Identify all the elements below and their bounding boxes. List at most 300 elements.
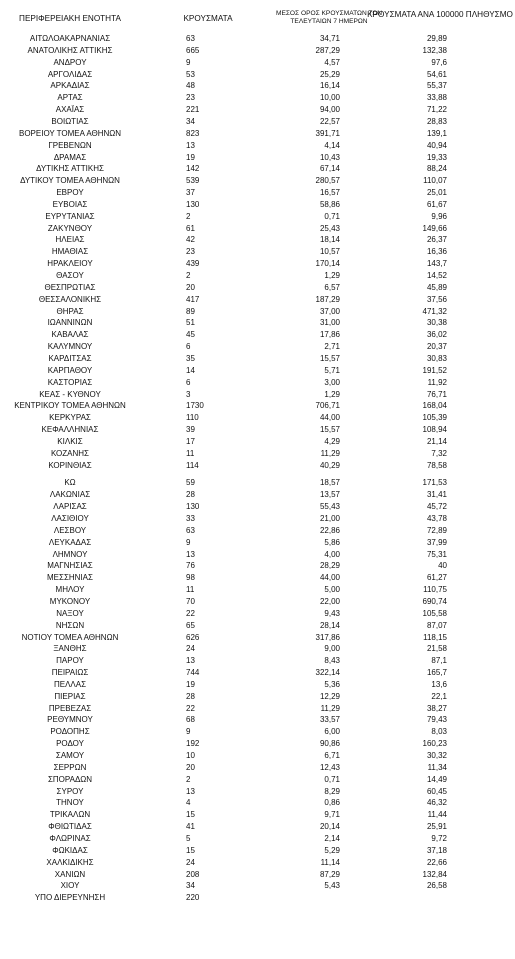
cell-region: ΛΕΣΒΟΥ <box>53 525 87 535</box>
cell-per100k: 690,74 <box>422 596 447 606</box>
cell-per100k: 75,31 <box>426 549 447 559</box>
cell-avg7: 33,57 <box>319 715 340 725</box>
cell-per100k: 37,99 <box>426 537 447 547</box>
cell-cases: 417 <box>186 294 200 304</box>
cell-cases: 9 <box>186 727 191 737</box>
cell-region: ΣΠΟΡΑΔΩΝ <box>47 774 93 784</box>
cell-region: ΚΕΑΣ - ΚΥΘΝΟΥ <box>39 389 101 399</box>
cell-avg7: 40,29 <box>319 460 340 470</box>
cell-avg7: 317,86 <box>315 632 340 642</box>
cell-per100k: 110,07 <box>423 176 447 186</box>
cell-region: ΦΘΙΩΤΙΔΑΣ <box>48 822 92 832</box>
cell-region: ΠΕΛΛΑΣ <box>53 679 87 689</box>
cell-per100k: 25,01 <box>426 188 447 198</box>
table-row <box>0 857 485 868</box>
table-row <box>0 572 485 583</box>
cell-avg7: 94,00 <box>319 105 340 115</box>
table-row <box>0 655 485 666</box>
cell-per100k: 168,04 <box>422 401 447 411</box>
cell-per100k: 46,32 <box>426 798 447 808</box>
cell-region: ΝΗΣΩΝ <box>55 620 85 630</box>
table-row <box>0 223 485 234</box>
cell-region: ΕΥΡΥΤΑΝΙΑΣ <box>45 211 95 221</box>
cell-per100k: 45,89 <box>426 282 447 292</box>
cell-avg7: 87,29 <box>319 869 340 879</box>
cell-per100k: 108,94 <box>422 425 447 435</box>
table-row <box>0 632 485 643</box>
table-row <box>0 377 485 388</box>
cell-avg7: 1,29 <box>324 389 340 399</box>
cell-avg7: 31,00 <box>319 318 340 328</box>
cell-region: ΣΕΡΡΩΝ <box>53 762 87 772</box>
cell-avg7: 22,57 <box>319 116 340 126</box>
cell-per100k: 76,71 <box>426 389 447 399</box>
cell-avg7: 37,00 <box>319 306 340 316</box>
cell-region: ΦΛΩΡΙΝΑΣ <box>49 833 91 843</box>
table-row <box>0 584 485 595</box>
cell-cases: 39 <box>186 425 195 435</box>
cell-per100k: 61,27 <box>426 573 447 583</box>
table-row <box>0 175 485 186</box>
cell-cases: 221 <box>186 105 200 115</box>
cell-region: ΚΟΡΙΝΘΙΑΣ <box>48 460 92 470</box>
cell-avg7: 15,57 <box>319 353 340 363</box>
cell-cases: 130 <box>186 502 200 512</box>
table-row <box>0 821 485 832</box>
cell-region: ΤΗΝΟΥ <box>56 798 84 808</box>
cell-avg7: 5,71 <box>324 365 340 375</box>
cell-region: ΠΑΡΟΥ <box>56 656 84 666</box>
cell-cases: 3 <box>186 389 191 399</box>
cell-region: ΝΟΤΙΟΥ ΤΟΜΕΑ ΑΘΗΝΩΝ <box>21 632 119 642</box>
cell-region: ΘΗΡΑΣ <box>56 306 84 316</box>
cell-region: ΚΑΒΑΛΑΣ <box>51 330 89 340</box>
table-row <box>0 69 485 80</box>
cell-region: ΣΥΡΟΥ <box>56 786 84 796</box>
cell-avg7: 8,29 <box>324 786 340 796</box>
cell-cases: 208 <box>186 869 200 879</box>
cell-cases: 626 <box>186 632 200 642</box>
cell-per100k: 55,37 <box>426 81 447 91</box>
table-row <box>0 703 485 714</box>
cell-region: ΗΡΑΚΛΕΙΟΥ <box>47 259 93 269</box>
cell-per100k: 22,66 <box>426 857 447 867</box>
cell-cases: 2 <box>186 211 191 221</box>
cell-cases: 2 <box>186 774 191 784</box>
cell-cases: 34 <box>186 116 195 126</box>
cell-cases: 4 <box>186 798 191 808</box>
cell-per100k: 28,83 <box>426 116 447 126</box>
cell-cases: 22 <box>186 608 195 618</box>
table-row <box>0 560 485 571</box>
cell-per100k: 30,38 <box>426 318 447 328</box>
table-row <box>0 549 485 560</box>
cell-per100k: 165,7 <box>426 668 447 678</box>
cell-region: ΧΙΟΥ <box>60 881 80 891</box>
cell-avg7: 8,43 <box>324 656 340 666</box>
table-row <box>0 833 485 844</box>
cell-avg7: 280,57 <box>315 176 340 186</box>
table-row <box>0 501 485 512</box>
cell-avg7: 58,86 <box>319 199 340 209</box>
cell-avg7: 28,14 <box>319 620 340 630</box>
cell-avg7: 16,14 <box>319 81 340 91</box>
cell-cases: 28 <box>186 490 195 500</box>
cell-per100k: 9,96 <box>431 211 447 221</box>
cell-avg7: 4,00 <box>324 549 340 559</box>
cell-region: ΚΟΖΑΝΗΣ <box>50 448 90 458</box>
table-row <box>0 679 485 690</box>
cell-per100k: 30,83 <box>426 353 447 363</box>
table-row <box>0 246 485 257</box>
cell-per100k: 160,23 <box>422 739 447 749</box>
table-row <box>0 489 485 500</box>
cell-per100k: 171,53 <box>422 478 447 488</box>
table-row <box>0 537 485 548</box>
cell-cases: 63 <box>186 525 195 535</box>
table-row <box>0 436 485 447</box>
cell-avg7: 5,29 <box>324 845 340 855</box>
cell-avg7: 6,57 <box>324 282 340 292</box>
table-row <box>0 774 485 785</box>
cell-per100k: 72,89 <box>426 525 447 535</box>
table-row <box>0 140 485 151</box>
table-row <box>0 880 485 891</box>
cell-cases: 53 <box>186 69 195 79</box>
cell-per100k: 14,52 <box>426 271 447 280</box>
cell-region: ΝΑΞΟΥ <box>56 608 84 618</box>
cell-cases: 48 <box>186 81 195 91</box>
cell-avg7: 10,57 <box>319 247 340 257</box>
cell-per100k: 87,1 <box>431 656 447 666</box>
table-row <box>0 258 485 269</box>
cell-per100k: 7,32 <box>431 448 447 458</box>
cell-cases: 15 <box>186 845 195 855</box>
table-row <box>0 750 485 761</box>
cell-cases: 61 <box>186 223 195 233</box>
cell-per100k: 110,75 <box>423 585 447 595</box>
cell-region: ΛΑΣΙΘΙΟΥ <box>51 514 89 523</box>
table-row <box>0 128 485 139</box>
cell-per100k: 132,38 <box>422 45 447 55</box>
cell-avg7: 1,29 <box>324 271 340 280</box>
cell-per100k: 43,78 <box>426 514 447 523</box>
cell-cases: 76 <box>186 561 195 571</box>
cell-region: ΜΗΛΟΥ <box>55 585 85 595</box>
cell-region: ΞΑΝΘΗΣ <box>53 644 87 654</box>
table-row <box>0 329 485 340</box>
cell-cases: 823 <box>186 128 200 138</box>
cell-avg7: 18,14 <box>319 235 340 245</box>
cell-region: ΚΩ <box>64 478 76 488</box>
table-row <box>0 57 485 68</box>
cell-avg7: 9,43 <box>324 608 340 618</box>
cell-cases: 20 <box>186 762 195 772</box>
cell-per100k: 9,72 <box>431 833 447 843</box>
cell-cases: 439 <box>186 259 200 269</box>
cell-region: ΚΙΛΚΙΣ <box>57 436 83 446</box>
cell-per100k: 105,58 <box>422 608 447 618</box>
table-row <box>0 596 485 607</box>
cell-per100k: 88,24 <box>426 164 447 174</box>
cell-cases: 41 <box>186 822 195 832</box>
cell-cases: 110 <box>186 413 199 423</box>
cell-region: ΚΕΦΑΛΛΗΝΙΑΣ <box>41 425 99 435</box>
cell-avg7: 0,71 <box>324 211 340 221</box>
cell-region: ΙΩΑΝΝΙΝΩΝ <box>47 318 93 328</box>
cell-region: ΚΑΡΠΑΘΟΥ <box>47 365 93 375</box>
cell-avg7: 21,00 <box>319 514 340 523</box>
cell-avg7: 4,14 <box>324 140 340 150</box>
cell-cases: 98 <box>186 573 195 583</box>
cell-avg7: 13,57 <box>319 490 340 500</box>
cell-per100k: 45,72 <box>426 502 447 512</box>
cell-region: ΡΟΔΟΥ <box>56 739 84 749</box>
cell-region: ΕΒΡΟΥ <box>56 188 84 198</box>
cell-avg7: 170,14 <box>315 259 340 269</box>
cell-avg7: 34,71 <box>319 34 340 43</box>
cell-avg7: 4,57 <box>324 57 340 67</box>
cell-region: ΣΑΜΟΥ <box>55 751 85 760</box>
cell-cases: 2 <box>186 271 191 280</box>
cell-avg7: 0,71 <box>324 774 340 784</box>
cell-region: ΠΡΕΒΕΖΑΣ <box>48 703 92 713</box>
table-row <box>0 400 485 411</box>
cell-region: ΘΕΣΣΑΛΟΝΙΚΗΣ <box>38 294 102 304</box>
cell-cases: 23 <box>186 93 195 103</box>
cell-avg7: 15,57 <box>319 425 340 435</box>
cell-avg7: 44,00 <box>319 413 340 423</box>
cell-per100k: 19,33 <box>426 152 447 162</box>
cell-avg7: 22,86 <box>319 525 340 535</box>
cell-avg7: 44,00 <box>319 573 340 583</box>
table-row <box>0 845 485 856</box>
cell-per100k: 11,44 <box>427 810 447 820</box>
cell-per100k: 471,32 <box>422 306 447 316</box>
cell-avg7: 4,29 <box>324 436 340 446</box>
cell-region: ΜΑΓΝΗΣΙΑΣ <box>47 561 93 571</box>
cell-per100k: 29,89 <box>426 34 447 43</box>
table-row <box>0 163 485 174</box>
cell-avg7: 391,71 <box>315 128 340 138</box>
cell-avg7: 5,86 <box>324 537 340 547</box>
cell-cases: 34 <box>186 881 195 891</box>
cell-per100k: 30,32 <box>426 751 447 760</box>
cell-region: ΑΝΔΡΟΥ <box>53 57 87 67</box>
cell-avg7: 28,29 <box>319 561 340 571</box>
cell-cases: 14 <box>186 365 195 375</box>
table-row <box>0 608 485 619</box>
cell-cases: 130 <box>186 199 200 209</box>
cell-cases: 13 <box>186 549 195 559</box>
cell-avg7: 17,86 <box>319 330 340 340</box>
cell-avg7: 90,86 <box>319 739 340 749</box>
table-row <box>0 104 485 115</box>
cell-region: ΜΕΣΣΗΝΙΑΣ <box>47 573 93 583</box>
cell-region: ΑΡΓΟΛΙΔΑΣ <box>47 69 93 79</box>
table-row <box>0 667 485 678</box>
cell-avg7: 2,71 <box>324 342 340 352</box>
cell-region: ΘΑΣΟΥ <box>56 271 84 280</box>
cell-region: ΖΑΚΥΝΘΟΥ <box>47 223 93 233</box>
cell-avg7: 67,14 <box>319 164 340 174</box>
cell-per100k: 33,88 <box>426 93 447 103</box>
cell-region: ΗΜΑΘΙΑΣ <box>51 247 89 257</box>
cell-cases: 11 <box>186 448 195 458</box>
cell-cases: 22 <box>186 703 195 713</box>
cell-cases: 17 <box>186 436 195 446</box>
cell-per100k: 149,66 <box>422 223 447 233</box>
cell-cases: 59 <box>186 478 195 488</box>
cell-avg7: 9,71 <box>324 810 340 820</box>
cell-region: ΑΡΚΑΔΙΑΣ <box>50 81 90 91</box>
cell-region: ΡΟΔΟΠΗΣ <box>50 727 90 737</box>
cell-cases: 11 <box>186 585 195 595</box>
cell-region: ΧΑΛΚΙΔΙΚΗΣ <box>46 857 94 867</box>
cell-region: ΤΡΙΚΑΛΩΝ <box>49 810 91 820</box>
cell-cases: 9 <box>186 537 191 547</box>
cell-per100k: 60,45 <box>426 786 447 796</box>
cell-region: ΜΥΚΟΝΟΥ <box>49 596 91 606</box>
cell-region: ΥΠΟ ΔΙΕΡΕΥΝΗΣΗ <box>34 893 106 903</box>
cell-per100k: 38,27 <box>426 703 447 713</box>
cell-per100k: 143,7 <box>426 259 447 269</box>
cell-region: ΑΡΤΑΣ <box>57 93 83 103</box>
cell-region: ΡΕΘΥΜΝΟΥ <box>47 715 93 725</box>
header-avg7: ΜΕΣΟΣ ΟΡΟΣ ΚΡΟΥΣΜΑΤΩΝ ΤΩΝ ΤΕΛΕΥΤΑΙΩΝ 7 ΗΜΕΡΩΝ <box>275 10 383 25</box>
cell-avg7: 706,71 <box>315 401 340 411</box>
table-row <box>0 797 485 808</box>
cell-region: ΧΑΝΙΩΝ <box>54 869 86 879</box>
cell-avg7: 287,29 <box>315 45 340 55</box>
cell-cases: 539 <box>186 176 200 186</box>
cell-avg7: 22,00 <box>319 596 340 606</box>
cell-avg7: 10,00 <box>319 93 340 103</box>
table-row <box>0 45 485 56</box>
cell-per100k: 37,18 <box>426 845 447 855</box>
cell-per100k: 37,56 <box>426 294 447 304</box>
cell-region: ΘΕΣΠΡΩΤΙΑΣ <box>44 282 96 292</box>
cell-cases: 192 <box>186 739 200 749</box>
cell-region: ΦΩΚΙΔΑΣ <box>52 845 88 855</box>
table-row <box>0 389 485 400</box>
cell-region: ΛΕΥΚΑΔΑΣ <box>48 537 92 547</box>
cell-per100k: 79,43 <box>426 715 447 725</box>
cell-region: ΛΗΜΝΟΥ <box>52 549 88 559</box>
cell-region: ΑΝΑΤΟΛΙΚΗΣ ΑΤΤΙΚΗΣ <box>27 45 113 55</box>
table-row <box>0 620 485 631</box>
cell-per100k: 78,58 <box>426 460 447 470</box>
cell-per100k: 191,52 <box>422 365 447 375</box>
cell-avg7: 2,14 <box>324 833 340 843</box>
cell-region: ΚΑΣΤΟΡΙΑΣ <box>47 377 93 387</box>
cell-cases: 65 <box>186 620 195 630</box>
table-row <box>0 80 485 91</box>
cell-avg7: 5,00 <box>324 585 340 595</box>
cell-cases: 220 <box>186 893 200 903</box>
cell-per100k: 54,61 <box>426 69 447 79</box>
table-header <box>0 0 513 34</box>
cell-per100k: 26,37 <box>426 235 447 245</box>
table-row <box>0 738 485 749</box>
table-row <box>0 424 485 435</box>
cell-per100k: 25,91 <box>426 822 447 832</box>
table-row <box>0 892 485 903</box>
cell-avg7: 5,36 <box>324 679 340 689</box>
table-row <box>0 116 485 127</box>
cell-cases: 63 <box>186 34 195 43</box>
cell-cases: 20 <box>186 282 195 292</box>
cell-per100k: 97,6 <box>431 57 447 67</box>
cell-cases: 13 <box>186 140 195 150</box>
table-row <box>0 762 485 773</box>
cell-per100k: 61,67 <box>426 199 447 209</box>
cell-region: ΚΑΛΥΜΝΟΥ <box>47 342 93 352</box>
table-row <box>0 448 485 459</box>
cell-per100k: 21,14 <box>426 436 447 446</box>
header-region: ΠΕΡΙΦΕΡΕΙΑΚΗ ΕΝΟΤΗΤΑ <box>19 14 121 23</box>
cell-per100k: 31,41 <box>426 490 447 500</box>
cell-cases: 37 <box>186 188 195 198</box>
cell-cases: 28 <box>186 691 195 701</box>
cell-cases: 51 <box>186 318 195 328</box>
cell-per100k: 22,1 <box>431 691 447 701</box>
cell-cases: 70 <box>186 596 195 606</box>
cell-region: ΒΟΙΩΤΙΑΣ <box>51 116 89 126</box>
cell-per100k: 20,37 <box>426 342 447 352</box>
cell-per100k: 8,03 <box>431 727 447 737</box>
cell-per100k: 40,94 <box>426 140 447 150</box>
cell-region: ΔΥΤΙΚΗΣ ΑΤΤΙΚΗΣ <box>36 164 104 174</box>
table-row <box>0 525 485 536</box>
cell-cases: 665 <box>186 45 200 55</box>
cell-region: ΓΡΕΒΕΝΩΝ <box>48 140 92 150</box>
header-cases: ΚΡΟΥΣΜΑΤΑ <box>183 14 233 23</box>
table-row <box>0 477 485 488</box>
cell-per100k: 40 <box>438 561 447 571</box>
table-row <box>0 691 485 702</box>
table-row <box>0 341 485 352</box>
cell-avg7: 11,14 <box>320 857 340 867</box>
table-row <box>0 187 485 198</box>
table-row <box>0 643 485 654</box>
cell-per100k: 26,58 <box>426 881 447 891</box>
cell-region: ΗΛΕΙΑΣ <box>55 235 85 245</box>
cell-avg7: 10,43 <box>319 152 340 162</box>
cell-region: ΔΥΤΙΚΟΥ ΤΟΜΕΑ ΑΘΗΝΩΝ <box>20 176 120 186</box>
cell-cases: 6 <box>186 377 191 387</box>
cell-per100k: 71,22 <box>426 105 447 115</box>
cell-cases: 42 <box>186 235 195 245</box>
cell-region: ΛΑΚΩΝΙΑΣ <box>49 490 91 500</box>
cell-region: ΠΙΕΡΙΑΣ <box>54 691 86 701</box>
table-row <box>0 365 485 376</box>
table-row <box>0 353 485 364</box>
cell-avg7: 5,43 <box>324 881 340 891</box>
cell-per100k: 139,1 <box>426 128 447 138</box>
table-row <box>0 460 485 471</box>
cell-per100k: 21,58 <box>426 644 447 654</box>
table-row <box>0 306 485 317</box>
cell-cases: 23 <box>186 247 195 257</box>
cell-region: ΔΡΑΜΑΣ <box>53 152 87 162</box>
cell-cases: 1730 <box>186 401 204 411</box>
cell-cases: 24 <box>186 644 195 654</box>
cell-cases: 13 <box>186 786 195 796</box>
cell-cases: 89 <box>186 306 195 316</box>
cell-cases: 114 <box>186 460 199 470</box>
table-row <box>0 317 485 328</box>
